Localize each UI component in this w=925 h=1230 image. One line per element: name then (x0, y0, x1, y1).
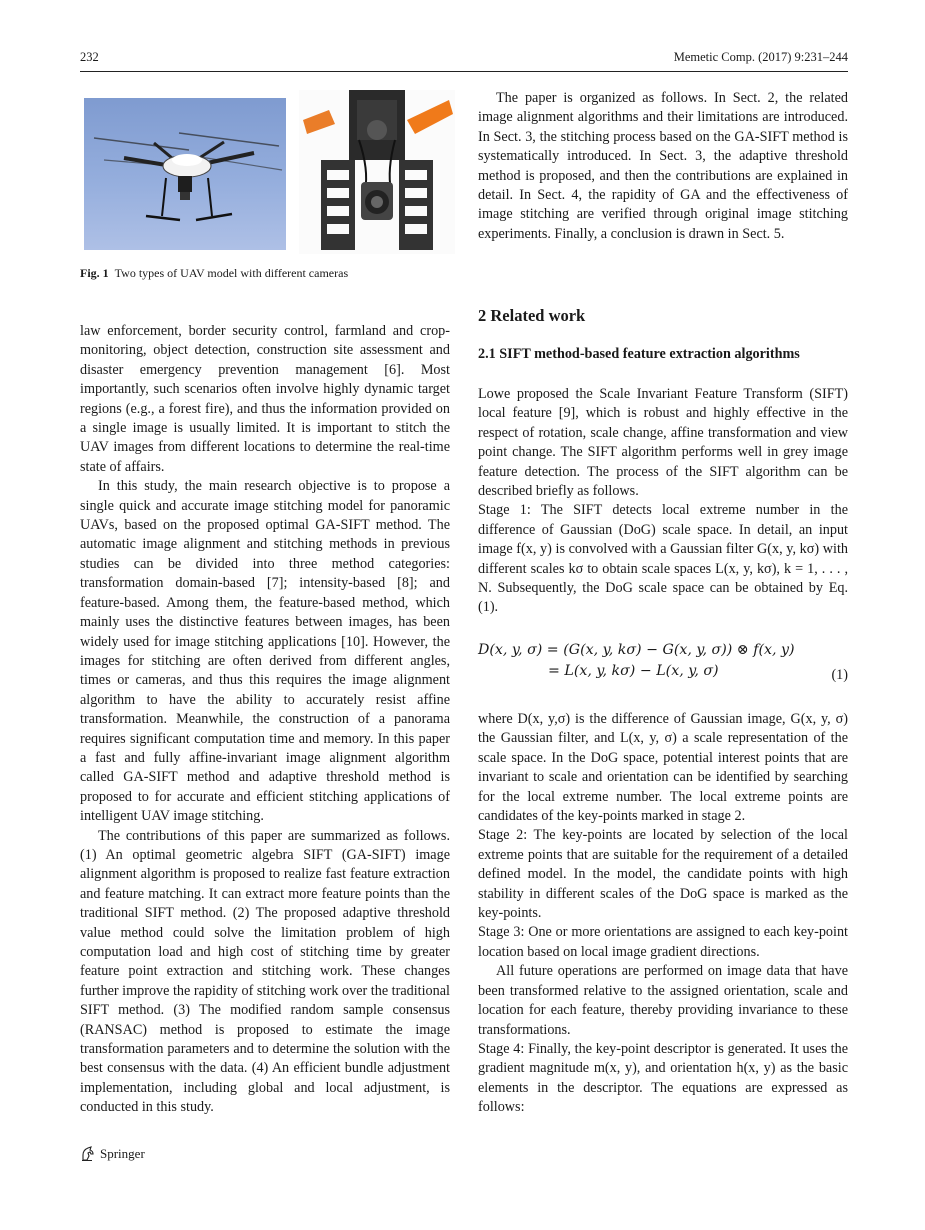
paragraph-scenarios: law enforcement, border security control, farmland and crop-monitoring, object detection, construction site assessment and disaster emergency prevention management [6]. Most importantly, such scenarios often involve highly dynamic target regions (e.g., a forest fire), and thus the information provided on a single image is usually limited. It is important to stitch the UAV images from different locations to determine the real-time state of affairs. (80, 323, 450, 475)
equation-line-2: = L(x, y, kσ) − L(x, y, σ) (548, 663, 719, 679)
publisher-footer (80, 1146, 145, 1162)
page-number: 232 (80, 50, 99, 64)
paragraph-organization: The paper is organized as follows. In Sect. 2, the related image alignment algorithms and their limitations are introduced. In Sect. 3, the stitching process based on the GA-SIFT method is systematically introduced. In Sect. 3, the adaptive threshold method is proposed, and then the contributions are explained in detail. In Sect. 4, the rapidity of GA and the effectiveness of image stitching are verified through original image stitching experiments. Finally, a conclusion is drawn in Sect. 5. (478, 90, 848, 242)
figure-1 (80, 90, 455, 260)
paragraph-stage3: Stage 3: One or more orientations are assigned to each key-point location based on local image gradient directions. (478, 924, 848, 960)
paragraph-objective: In this study, the main research objective is to propose a single quick and accurate image stitching model for panoramic UAVs, based on the proposed optimal GA-SIFT method. The automatic image alignment and stitching methods in previous studies can be divided into three method categories: transformation domain-based [7]; intensity-based [8]; and feature-based. Among them, the feature-based method, which mainly uses the distinctive features between images, has been widely used for image stitching applications [10]. However, the images for stitching are often derived from different angles, times or cameras, and thus this requires the image alignment algorithm to have the ability to accurately resist affine transformation. Meanwhile, the construction of a panorama requires significant computation time and memory. In this paper a fast and fully affine-invariant image alignment algorithm called GA-SIFT method and adaptive threshold method is proposed to for accurate and efficient stitching applications of intelligent UAV image stitching. (80, 478, 450, 825)
figure-label: Fig. 1 (80, 266, 109, 280)
equation-line-1: D(x, y, σ) = (G(x, y, kσ) − G(x, y, σ)) ⊗ f(x, y) (478, 642, 795, 658)
paragraph-where: where D(x, y,σ) is the difference of Gaussian image, G(x, y, σ) the Gaussian filter, and L(x, y, σ) a scale representation of the scale space. In the DoG space, potential interest points that are invariant to scale and orientation can be identified by searching for the local extreme number. The local extreme points are candidates of the key-points marked in stage 2. (478, 711, 848, 825)
paragraph-stage4: Stage 4: Finally, the key-point descriptor is generated. It uses the gradient magnitude m(x, y), and orientation h(x, y) as the basic elements in the descriptor. The equations are expressed as follows: (478, 1040, 848, 1116)
right-column-stages (478, 710, 848, 1118)
springer-horse-icon (80, 1146, 96, 1162)
uav-photo-sky (84, 98, 286, 250)
journal-citation: Memetic Comp. (2017) 9:231–244 (673, 50, 848, 64)
paragraph-future-ops: All future operations are performed on image data that have been transformed relative to the assigned orientation, scale and location for each feature, thereby providing invariance to these transformations. (478, 963, 848, 1038)
paragraph-lowe: Lowe proposed the Scale Invariant Feature Transform (SIFT) local feature [9], which is robust and highly effective in the respect of rotation, scale change, affine transformation and view point change. The SIFT algorithm performs well in grey image feature detection. The process of the SIFT algorithm can be described briefly as follows. (478, 386, 848, 500)
figure-caption (80, 266, 460, 281)
subsection-heading: 2.1 SIFT method-based feature extraction algorithms (478, 346, 800, 362)
publisher-name: Springer (100, 1146, 145, 1161)
equation-number: (1) (831, 667, 848, 683)
paragraph-contributions: The contributions of this paper are summarized as follows. (1) An optimal geometric algebra SIFT (GA-SIFT) image alignment algorithm is proposed to realize fast feature extraction and feature matching. It can extract more feature points than the traditional SIFT method. (2) The proposed adaptive threshold value method could solve the limitation problem of high computation load and high cost of stitching time by greater feature point extraction and stitching work. These changes further improve the rapidity of stitching work over the traditional SIFT method. (3) The modified random sample consensus (RANSAC) method is proposed to estimate the image transformation parameters and to determine the solution with the best consensus with the data. (4) An efficient bundle adjustment implementation, including global and local adjustment, is conducted in this study. (80, 827, 450, 1116)
section-heading: 2 Related work (478, 306, 586, 325)
right-column-intro (478, 89, 848, 244)
figure-caption-text: Two types of UAV model with different cameras (114, 266, 349, 280)
paragraph-stage1: Stage 1: The SIFT detects local extreme number in the difference of Gaussian (DoG) scale space. In detail, an input image f(x, y) is convolved with a Gaussian filter G(x, y, kσ) with different scales kσ to obtain scale spaces L(x, y, kσ), k = 1, . . . , N. Subsequently, the DoG scale space can be obtained by Eq. (1). (478, 502, 848, 616)
running-header (80, 50, 848, 68)
equation-1 (478, 642, 848, 683)
left-column (80, 322, 450, 1118)
right-column-sift (478, 385, 848, 618)
paragraph-stage2: Stage 2: The key-points are located by selection of the local extreme points that are suitable for the requirement of a detailed defined model. In the model, the candidate points with high stability in different scales of the DoG space is marked as the key-points. (478, 827, 848, 922)
header-rule (80, 71, 848, 72)
uav-photo-frame (299, 90, 455, 254)
